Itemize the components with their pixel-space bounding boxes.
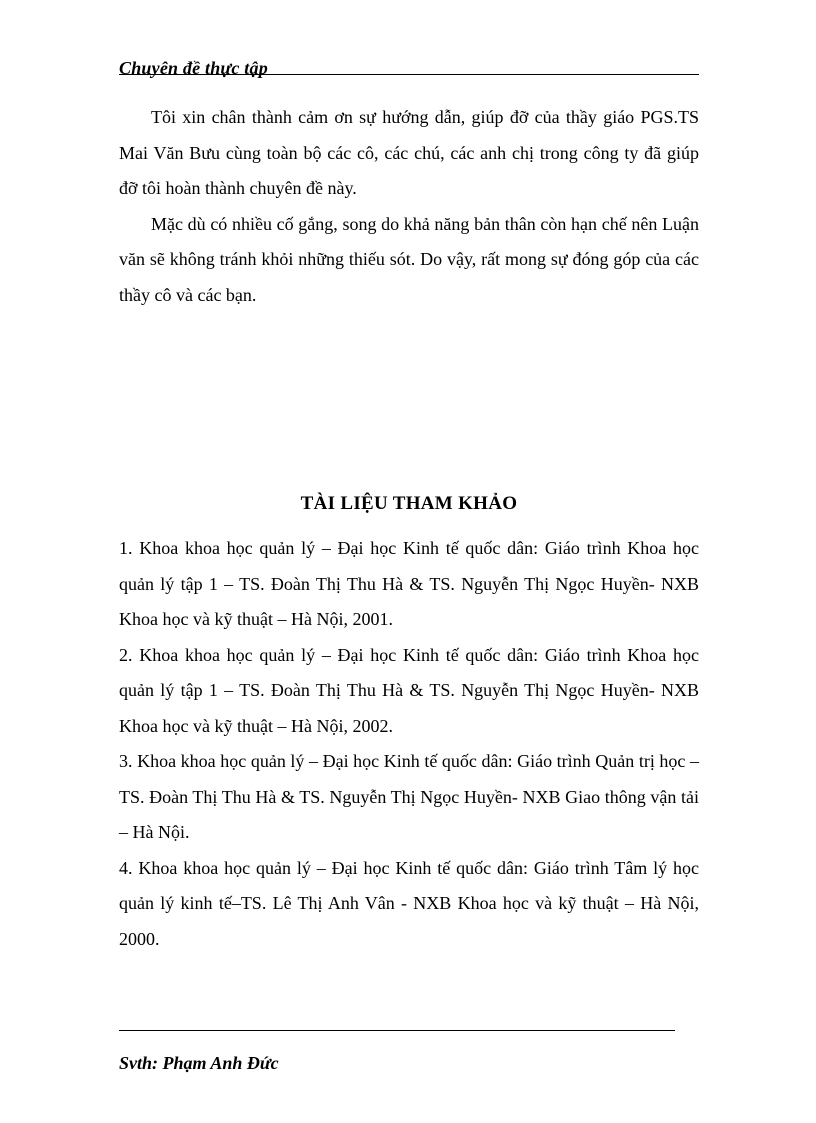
header-title: Chuyên đề thực tập bbox=[119, 58, 268, 78]
page-header bbox=[119, 52, 699, 78]
reference-item-4: 4. Khoa khoa học quản lý – Đại học Kinh tế quốc dân: Giáo trình Tâm lý học quản lý kinh tế–TS. Lê Thị Anh Vân - NXB Khoa học và kỹ thuật – Hà Nội, 2000. bbox=[119, 857, 699, 949]
reference-item-2: 2. Khoa khoa học quản lý – Đại học Kinh tế quốc dân: Giáo trình Khoa học quản lý tập 1 – TS. Đoàn Thị Thu Hà & TS. Nguyễn Thị Ngọc Huyền- NXB Khoa học và kỹ thuật – Hà Nội, 2002. bbox=[119, 644, 699, 736]
reference-item-3: 3. Khoa khoa học quản lý – Đại học Kinh tế quốc dân: Giáo trình Quản trị học – TS. Đoàn Thị Thu Hà & TS. Nguyễn Thị Ngọc Huyền- NXB Giao thông vận tải – Hà Nội. bbox=[119, 751, 699, 842]
footer-author: Svth: Phạm Anh Đức bbox=[119, 1053, 279, 1073]
reference-item-1: 1. Khoa khoa học quản lý – Đại học Kinh tế quốc dân: Giáo trình Khoa học quản lý tập 1 – TS. Đoàn Thị Thu Hà & TS. Nguyễn Thị Ngọc Huyền- NXB Khoa học và kỹ thuật – Hà Nội, 2001. bbox=[119, 538, 699, 629]
acknowledgement-paragraph-2: Mặc dù có nhiều cố gắng, song do khả năng bản thân còn hạn chế nên Luận văn sẽ không tránh khỏi những thiếu sót. Do vậy, rất mong sự đóng góp của các thầy cô và các bạn. bbox=[119, 213, 699, 305]
acknowledgement-section bbox=[119, 100, 699, 313]
acknowledgement-paragraph-1: Tôi xin chân thành cảm ơn sự hướng dẫn, giúp đỡ của thầy giáo PGS.TS Mai Văn Bưu cùng toàn bộ các cô, các chú, các anh chị trong công ty đã giúp đỡ tôi hoàn thành chuyên đề này. bbox=[119, 107, 699, 198]
references-title: TÀI LIỆU THAM KHẢO bbox=[300, 493, 518, 514]
page-footer bbox=[119, 1030, 675, 1073]
references-list bbox=[119, 531, 699, 957]
